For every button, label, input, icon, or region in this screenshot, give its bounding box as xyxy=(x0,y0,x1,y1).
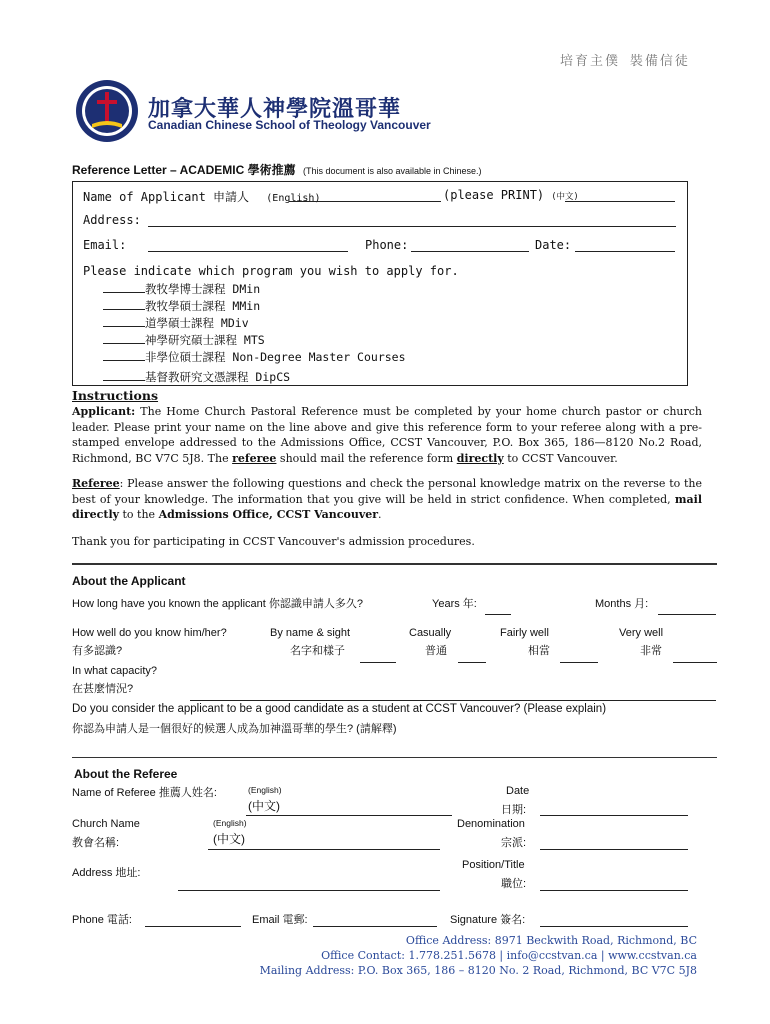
option-fairly-well-cn: 相當 xyxy=(528,645,550,657)
form-title-main: Reference Letter – ACADEMIC 學術推薦 xyxy=(72,163,296,177)
footer-mailing-address: Mailing Address: P.O. Box 365, 186 – 8120 No. 2 Road, Richmond, BC V7C 5J8 xyxy=(259,964,697,977)
months-field[interactable] xyxy=(658,614,716,615)
applicant-text-3: to CCST Vancouver. xyxy=(503,451,618,465)
years-field[interactable] xyxy=(485,614,511,615)
applicant-info-box xyxy=(72,181,688,386)
church-name-field[interactable] xyxy=(208,849,440,850)
instructions-referee xyxy=(72,476,702,523)
applicant-date-field[interactable] xyxy=(575,251,675,252)
mail-directly-emphasis: mail directly xyxy=(72,492,702,521)
referee-name-field[interactable] xyxy=(246,815,452,816)
option-by-name-cn: 名字和樣子 xyxy=(290,645,345,657)
program-label: 基督教研究文憑課程 DipCS xyxy=(145,370,291,384)
program-label: 神學研究碩士課程 MTS xyxy=(145,333,265,347)
program-label: 道學碩士課程 MDiv xyxy=(145,316,249,330)
capacity-label-en: In what capacity? xyxy=(72,665,157,677)
applicant-date-label: Date: xyxy=(535,238,572,252)
option-fairly-well-en: Fairly well xyxy=(500,627,549,639)
form-title xyxy=(72,161,482,178)
applicant-phone-field[interactable] xyxy=(411,251,529,252)
about-referee-heading: About the Referee xyxy=(74,767,178,781)
option-by-name-en: By name & sight xyxy=(270,627,351,639)
how-well-label-en: How well do you know him/her? xyxy=(72,627,227,639)
program-check-blank[interactable] xyxy=(103,350,145,361)
program-option-non-degree[interactable] xyxy=(103,349,406,365)
form-title-note: (This document is also available in Chinese.) xyxy=(302,166,482,176)
program-check-blank[interactable] xyxy=(103,299,145,310)
referee-date-label-cn: 日期: xyxy=(501,804,527,816)
referee-emphasis: referee xyxy=(232,451,277,465)
months-label: Months 月: xyxy=(595,598,649,610)
applicant-address-field[interactable] xyxy=(148,226,676,227)
church-name-chinese-label: (中文) xyxy=(213,832,245,846)
denomination-field[interactable] xyxy=(540,849,688,850)
position-field[interactable] xyxy=(540,890,688,891)
applicant-text-1: The Home Church Pastoral Reference must be completed by your home church pastor or church leader. Please print your name on the line above and give this reference form to your referee along with a pre-stamped envelope addressed to the Admissions Office, CCST Vancouver, P.O. Box 365, 186—8120 No.2 Road, Richmond, BC V7C 5J8. The xyxy=(72,405,702,465)
applicant-name-chinese-field[interactable] xyxy=(565,201,675,202)
option-casually-cn: 普通 xyxy=(425,645,447,657)
program-option-mts[interactable] xyxy=(103,332,265,348)
candidate-question-en: Do you consider the applicant to be a good candidate as a student at CCST Vancouver? (Please explain) xyxy=(72,703,607,715)
how-well-label-cn: 有多認識? xyxy=(72,645,123,657)
program-option-mmin[interactable] xyxy=(103,298,260,314)
school-name-en: Canadian Chinese School of Theology Vancouver xyxy=(148,118,431,132)
applicant-phone-label: Phone: xyxy=(365,238,409,252)
denomination-label-en: Denomination xyxy=(457,818,525,830)
program-check-blank[interactable] xyxy=(103,370,145,381)
applicant-name-english-label: (English) xyxy=(266,193,321,204)
referee-text-3: . xyxy=(378,508,382,521)
program-label: 非學位碩士課程 Non-Degree Master Courses xyxy=(145,350,406,364)
program-option-dipcs[interactable] xyxy=(103,369,290,385)
program-option-mdiv[interactable] xyxy=(103,315,249,331)
referee-address-label: Address 地址: xyxy=(72,867,141,879)
program-label: 教牧學碩士課程 MMin xyxy=(145,299,261,313)
option-casually-en: Casually xyxy=(409,627,452,639)
instructions-heading: Instructions xyxy=(72,388,159,403)
years-label: Years 年: xyxy=(432,598,477,610)
section-divider xyxy=(72,563,717,565)
program-check-blank[interactable] xyxy=(103,316,145,327)
footer-office-contact: Office Contact: 1.778.251.5678 | info@ccstvan.ca | www.ccstvan.ca xyxy=(321,949,697,962)
applicant-lead: Applicant: xyxy=(72,405,136,418)
applicant-email-label: Email: xyxy=(83,238,127,252)
school-logo xyxy=(74,78,140,144)
applicant-email-field[interactable] xyxy=(148,251,348,252)
motto: 培育主僕 裝備信徒 xyxy=(560,54,690,69)
about-applicant-heading: About the Applicant xyxy=(72,574,186,588)
position-label-cn: 職位: xyxy=(501,878,527,890)
referee-email-field[interactable] xyxy=(313,926,437,927)
capacity-field[interactable] xyxy=(190,700,716,701)
option-very-well-check[interactable] xyxy=(673,662,717,663)
position-label-en: Position/Title xyxy=(462,859,525,871)
footer-office-address: Office Address: 8971 Beckwith Road, Richmond, BC xyxy=(405,934,697,947)
referee-address-field[interactable] xyxy=(178,890,440,891)
referee-phone-field[interactable] xyxy=(145,926,241,927)
church-name-english-label: (English) xyxy=(213,818,247,828)
program-option-dmin[interactable] xyxy=(103,281,260,297)
thanks-text: Thank you for participating in CCST Vancouver's admission procedures. xyxy=(72,535,475,548)
referee-lead: Referee xyxy=(72,477,120,490)
admissions-office-emphasis: Admissions Office, CCST Vancouver xyxy=(158,508,379,521)
referee-text-1: : Please answer the following questions and check the personal knowledge matrix on the reverse to the best of your knowledge. The information that you give will be held in strict confidence. When completed, xyxy=(72,477,702,506)
referee-text-2: to the xyxy=(119,508,159,521)
referee-name-chinese-label: (中文) xyxy=(248,799,280,813)
program-check-blank[interactable] xyxy=(103,282,145,293)
signature-field[interactable] xyxy=(540,926,688,927)
option-fairly-well-check[interactable] xyxy=(560,662,598,663)
church-name-label-cn: 教會名稱: xyxy=(72,837,120,849)
candidate-answer-line[interactable] xyxy=(72,757,717,758)
program-prompt: Please indicate which program you wish to apply for. xyxy=(83,264,459,278)
applicant-text-2: should mail the reference form xyxy=(276,451,457,465)
referee-phone-label: Phone 電話: xyxy=(72,914,132,926)
school-name-cn: 加拿大華人神學院溫哥華 xyxy=(148,96,402,121)
option-very-well-en: Very well xyxy=(619,627,664,639)
option-casually-check[interactable] xyxy=(458,662,486,663)
denomination-label-cn: 宗派: xyxy=(501,837,527,849)
referee-email-label: Email 電郵: xyxy=(252,914,308,926)
applicant-name-english-field[interactable] xyxy=(289,201,441,202)
referee-name-label: Name of Referee 推薦人姓名: xyxy=(72,787,217,799)
seal-icon xyxy=(74,78,140,144)
instructions-applicant xyxy=(72,404,702,466)
how-long-label: How long have you known the applicant 你認識申請人多久? xyxy=(72,598,364,610)
program-label: 教牧學博士課程 DMin xyxy=(145,282,261,296)
applicant-name-chinese-label: (中文) xyxy=(551,192,579,202)
referee-date-label-en: Date xyxy=(506,785,530,797)
candidate-question-cn: 你認為申請人是一個很好的候選人成為加神溫哥華的學生? (請解釋) xyxy=(72,723,397,735)
option-very-well-cn: 非常 xyxy=(640,645,662,657)
referee-date-field[interactable] xyxy=(540,815,688,816)
option-by-name-check[interactable] xyxy=(360,662,396,663)
capacity-label-cn: 在甚麼情況? xyxy=(72,683,134,695)
applicant-name-label: Name of Applicant 申請人 xyxy=(83,190,250,204)
church-name-label-en: Church Name xyxy=(72,818,140,830)
signature-label: Signature 簽名: xyxy=(450,914,526,926)
applicant-name-print-note: (please PRINT) xyxy=(443,188,545,202)
applicant-address-label: Address: xyxy=(83,213,141,227)
program-check-blank[interactable] xyxy=(103,333,145,344)
directly-emphasis: directly xyxy=(456,451,504,465)
referee-name-english-label: (English) xyxy=(248,785,282,795)
